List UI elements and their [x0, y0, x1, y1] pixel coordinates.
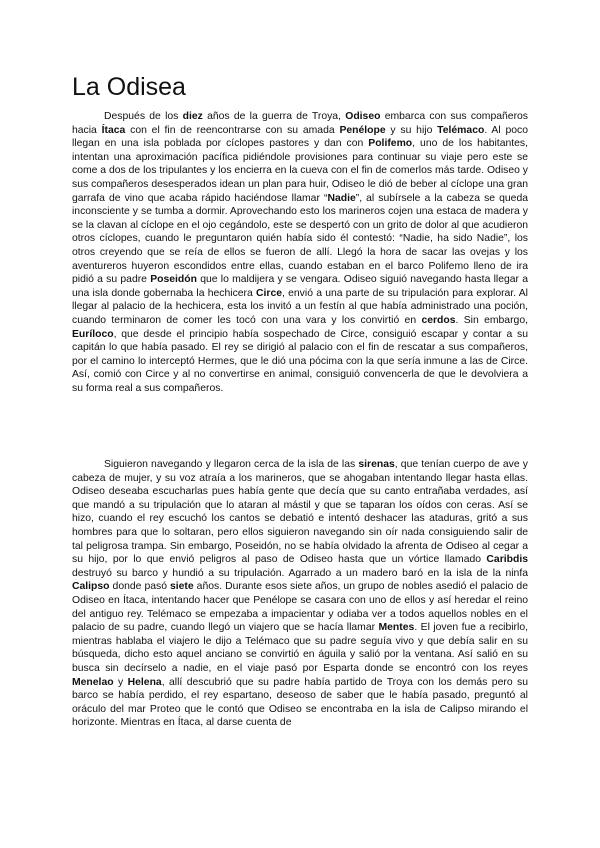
bold-term: Polifemo	[368, 138, 413, 150]
text-run: . Al poco llegan en una isla poblada por cíclopes pastores y dan con	[72, 124, 528, 150]
bold-term: Circe	[256, 287, 283, 299]
bold-term: Caribdis	[486, 554, 528, 566]
bold-term: Menelao	[72, 676, 114, 688]
text-run: ”, al subírsele a la cabeza se queda inconsciente y se tumba a dormir. Aprovechando esto los marineros cojen una estaca de madera y se la clavan al cíclope en el ojo cegándolo, este se despertó con un grito de dolor al que acudieron otros cíclopes, cuando le preguntaron quién había sido él contestó: “Nadie, ha sido Nadie”, los otros creyendo que se reía de ellos se fueron de allí. Llegó la hora de sacar las ovejas y los aventureros huyeron escondidos entre ellas, cuando estaban en el barco Polifemo lleno de ira pidió a su padre	[72, 192, 528, 286]
bold-term: Mentes	[378, 622, 415, 634]
bold-term: Ítaca	[101, 124, 126, 136]
text-run: , que tenían cuerpo de ave y cabeza de mujer, y su voz atraía a los marineros, que se ahogaban intentando llegar hasta ellas. Odiseo deseaba escucharlas pues había gente que decía que su canto entrañaba verdades, así que mandó a su tripulación que lo ataran al mástil y que se taparan los oídos con ceras. Así se hizo, cuando el rey escuchó los cantos se debatió e intentó deshacer las ataduras, gritó a sus hombres para que lo soltaran, pero ellos siguieron navegando sin oír nada consiguiendo salir de tal peligrosa trampa. Sin embargo, Poseidón, no se había olvidado la afrenta de Odiseo al cegar a su hijo, por lo que envió peligros al paso de Odiseo hasta que un vórtice llamado	[72, 459, 528, 566]
text-run: donde pasó	[109, 581, 170, 593]
page-title: La Odisea	[72, 73, 186, 101]
text-run: , envió a una parte de su tripulación para explorar. Al llegar al palacio de la hechicera, esta los invitó a un festín al que había administrado una poción, cuando terminaron de comer les tocó con una vara y los convirtió en	[72, 287, 528, 326]
bold-term: Poseidón	[150, 274, 197, 286]
bold-term: siete	[169, 581, 194, 593]
bold-term: diez	[182, 111, 203, 122]
bold-term: Telémaco	[437, 124, 485, 136]
text-run: , que desde el principio había sospechado de Circe, consiguió escapar y contar a su capitán lo que había pasado. El rey se dirigió al palacio con el fin de rescatar a sus compañeros, por el camino lo interceptó Hermes, que le dió una pócima con la que sería inmune a las de Circe. Así, comió con Circe y al no convertirse en animal, consiguió convencerla de que le devolviera a su forma real a sus compañeros.	[72, 328, 528, 394]
text-run: y	[113, 676, 128, 688]
bold-term: Euríloco	[72, 328, 114, 340]
text-run: con el fin de reencontrarse con su amada	[125, 124, 340, 136]
bold-term: Penélope	[339, 124, 386, 136]
text-run: que lo maldijera y se vengara. Odiseo siguió navegando hasta llegar a una isla donde gobernaba la hechicera	[72, 274, 528, 299]
bold-term: Calipso	[72, 581, 110, 593]
bold-term: Nadie	[327, 192, 356, 204]
text-run: embarca con sus compañeros hacia	[72, 111, 528, 136]
text-run: Después de los	[104, 111, 183, 122]
text-run: . El joven fue a recibirlo, mientras hablaba el viajero le dijo a Telémaco que su padre seguía vivo y que debía salir en su búsqueda, dicho esto aquel anciano se convirtió en águila y salió por la ventana. Así salió en su busca sin decírselo a nadie, en el viaje pasó por Esparta donde se encontró con los reyes	[72, 622, 528, 674]
paragraph-2	[72, 458, 528, 730]
text-run: y su hijo	[385, 124, 438, 136]
bold-term: Odiseo	[345, 111, 381, 122]
text-run: , allí descubrió que su padre había partido de Troya con los demás pero su barco se había perdido, el rey espartano, deseoso de saber que le había pasado, preguntó al oráculo del mar Proteo que le contó que Odiseo se encontraba en la isla de Calipso mirando el horizonte. Mientras en Ítaca, al darse cuenta de	[72, 676, 528, 729]
text-run: . Sin embargo,	[455, 314, 528, 326]
bold-term: Helena	[127, 676, 162, 688]
bold-term: cerdos	[421, 314, 456, 326]
text-run: años. Durante esos siete años, un grupo de nobles asedió el palacio de Odiseo en Ítaca, intentando hacer que Penélope se casara con uno de ellos y así heredar el reino del antiguo rey. Telémaco se empezaba a impacientar y odiaba ver a todos aquellos nobles en el palacio de su padre, cuando llegó un viajero que se hacía llamar	[72, 581, 528, 634]
text-run: , uno de los habitantes, intentan una aproximación pacífica pidiéndole provisiones para continuar su viaje pero este se come a dos de los tripulantes y los encierra en la cueva con el fin de comerlos más tarde. Odiseo y sus compañeros desesperados idean un plan para huir, Odiseo le dió de beber al cíclope una gran garrafa de vino que acaba rápido haciéndose llamar “	[72, 138, 528, 204]
text-run: destruyó su barco y hundió a su tripulación. Agarrado a un madero baró en la isla de la ninfa	[72, 567, 528, 579]
paragraph-1	[72, 110, 528, 395]
text-run: Siguieron navegando y llegaron cerca de la isla de las	[104, 459, 359, 470]
bold-term: sirenas	[358, 459, 395, 470]
text-run: años de la guerra de Troya,	[202, 111, 346, 122]
